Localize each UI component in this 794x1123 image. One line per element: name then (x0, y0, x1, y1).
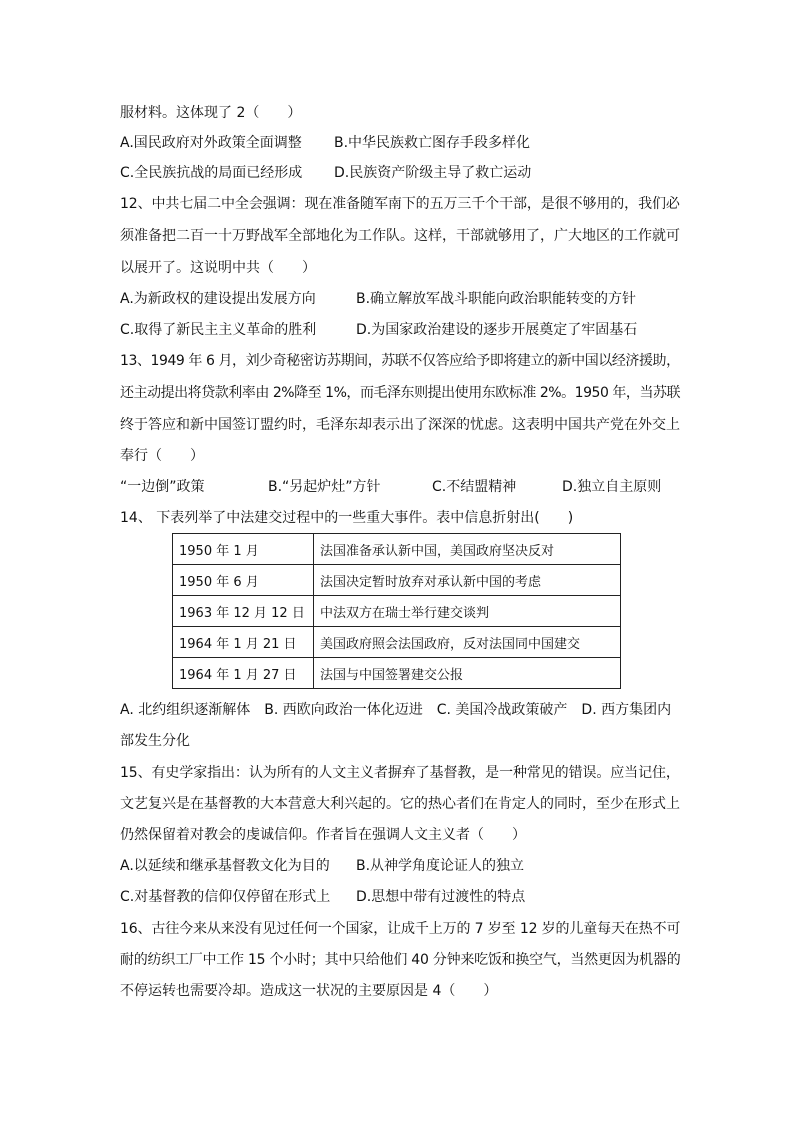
q12-stem-line-3: 以展开了。这说明中共（ ） (120, 260, 316, 276)
q13-stem-line-2: 还主动提出将贷款利率由 2%降至 1%，而毛泽东则提出使用东欧标准 2%。1950 年，当苏联 (120, 385, 681, 401)
event-date: 1964 年 1 月 21 日 (173, 627, 314, 658)
q11-stem-tail: 服材料。这体现了 2（ ） (120, 105, 302, 121)
q12-option-b: B.确立解放军战斗职能向政治职能转变的方针 (356, 291, 637, 307)
q12-option-c: C.取得了新民主主义革命的胜利 (120, 322, 317, 338)
q11-option-b: B.中华民族救亡图存手段多样化 (334, 135, 531, 151)
q16-stem-line-2: 耐的纺织工厂中工作 15 个小时；其中只给他们 40 分钟来吃饭和换空气，当然更因为机器的 (120, 952, 681, 968)
q15-option-d: D.思想中带有过渡性的特点 (356, 889, 526, 905)
event-date: 1950 年 1 月 (173, 534, 314, 565)
event-description: 法国准备承认新中国，美国政府坚决反对 (314, 534, 621, 565)
q14-options-line-1: A. 北约组织逐渐解体 B. 西欧向政治一体化迈进 C. 美国冷战政策破产 D. 西方集团内 (120, 702, 672, 718)
q13-option-b: B.“另起炉灶”方针 (268, 479, 381, 495)
event-date: 1964 年 1 月 27 日 (173, 658, 314, 689)
table-row (173, 658, 621, 689)
q15-option-b: B.从神学角度论证人的独立 (356, 858, 525, 874)
q12-option-d: D.为国家政治建设的逐步开展奠定了牢固基石 (356, 322, 638, 338)
q15-stem-line-3: 仍然保留着对教会的虔诚信仰。作者旨在强调人文主义者（ ） (120, 827, 526, 843)
event-date: 1950 年 6 月 (173, 565, 314, 596)
q13-option-c: C.不结盟精神 (432, 479, 517, 495)
q12-stem-line-1: 12、中共七届二中全会强调：现在准备随军南下的五万三千个干部，是很不够用的，我们必 (120, 196, 680, 212)
q11-option-d: D.民族资产阶级主导了救亡运动 (334, 165, 532, 181)
q15-option-a: A.以延续和继承基督教文化为目的 (120, 858, 330, 874)
q13-stem-line-4: 奉行（ ） (120, 448, 204, 464)
q14-stem: 14、 下表列举了中法建交过程中的一些重大事件。表中信息折射出( ) (120, 510, 574, 526)
table-row (173, 534, 621, 565)
q16-stem-line-3: 不停运转也需要冷却。造成这一状况的主要原因是 4（ ） (120, 983, 498, 999)
q15-stem-line-2: 文艺复兴是在基督教的大本营意大利兴起的。它的热心者们在肯定人的同时，至少在形式上 (120, 796, 680, 812)
q12-stem-line-2: 须准备把二百一十万野战军全部地化为工作队。这样，干部就够用了，广大地区的工作就可 (120, 228, 680, 244)
q13-option-d: D.独立自主原则 (562, 479, 662, 495)
event-description: 美国政府照会法国政府，反对法国同中国建交 (314, 627, 621, 658)
q11-option-c: C.全民族抗战的局面已经形成 (120, 165, 303, 181)
q13-option-a: “一边倒”政策 (120, 479, 205, 495)
q14-options-line-2: 部发生分化 (120, 733, 190, 749)
event-description: 中法双方在瑞士举行建交谈判 (314, 596, 621, 627)
event-date: 1963 年 12 月 12 日 (173, 596, 314, 627)
q13-stem-line-1: 13、1949 年 6 月，刘少奇秘密访苏期间，苏联不仅答应给予即将建立的新中国以经济援助， (120, 353, 680, 369)
q15-stem-line-1: 15、有史学家指出：认为所有的人文主义者摒弃了基督教，是一种常见的错误。应当记住， (120, 765, 680, 781)
q12-option-a: A.为新政权的建设提出发展方向 (120, 291, 316, 307)
table-row (173, 596, 621, 627)
table-row (173, 565, 621, 596)
q13-stem-line-3: 终于答应和新中国签订盟约时，毛泽东却表示出了深深的忧虑。这表明中国共产党在外交上 (120, 417, 680, 433)
q15-option-c: C.对基督教的信仰仅停留在形式上 (120, 889, 331, 905)
table-row (173, 627, 621, 658)
sino-french-events-table (172, 533, 621, 689)
q11-option-a: A.国民政府对外政策全面调整 (120, 135, 302, 151)
event-description: 法国决定暂时放弃对承认新中国的考虑 (314, 565, 621, 596)
q16-stem-line-1: 16、古往今来从来没有见过任何一个国家，让成千上万的 7 岁至 12 岁的儿童每天在热不可 (120, 921, 681, 937)
event-description: 法国与中国签署建交公报 (314, 658, 621, 689)
